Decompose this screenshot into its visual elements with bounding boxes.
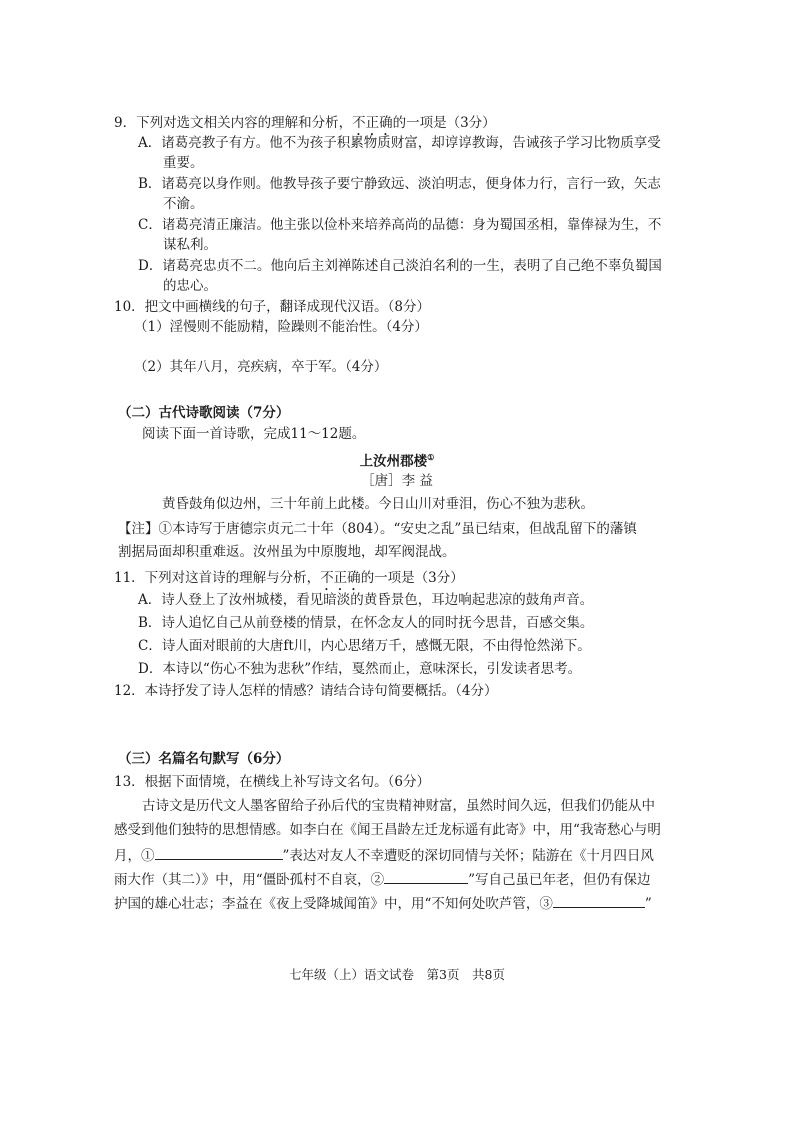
q11-stem: 11．下列对这首诗的理解与分析，不正确的一项是（3分） (114, 570, 464, 586)
q11-option-d: D．本诗以“伤心不独为悲秋”作结，戛然而止，意味深长，引发读者思考。 (138, 661, 582, 677)
q9-option-b-line2: 不渝。 (163, 196, 204, 212)
q13-passage-line5: 护国的雄心壮志；李益在《夜上受降城闻笛》中，用“不知何处吹芦管，③ ” (114, 893, 652, 913)
q9-stem: 9．下列对选文相关内容的理解和分析，不正确的一项是（3分） (114, 115, 496, 131)
q11-option-b: B．诗人追忆自己从前登楼的情景，在怀念友人的同时抚今思昔，百感交集。 (138, 615, 594, 631)
answer-blank-3[interactable] (553, 893, 645, 908)
q9-option-d-line2: 的忠心。 (163, 278, 217, 294)
q13-passage-line4: 雨大作（其二）》中，用“僵卧孤村不自哀，② ”写自己虽已年老，但仍有保边 (114, 869, 651, 889)
q13-passage-line1: 古诗文是历代文人墨客留给子孙后代的宝贵精神财富，虽然时间久远，但我们仍能从中 (142, 798, 655, 814)
q9-option-a-line2: 重要。 (163, 155, 204, 171)
q9-option-c-line2: 谋私利。 (163, 237, 217, 253)
q12-stem: 12．本诗抒发了诗人怎样的情感？请结合诗句简要概括。（4分） (114, 683, 498, 699)
poem-note-line2: 割据局面却积重难返。汝州虽为中原腹地，却军阀混战。 (118, 544, 456, 560)
q10-stem: 10．把文中画横线的句子，翻译成现代汉语。（8分） (114, 299, 431, 315)
q9-option-a-line1: A．诸葛亮教子有方。他不为孩子积累物质财富，却谆谆教诲，告诫孩子学习比物质享受 (138, 135, 661, 151)
section-2-heading: （二）古代诗歌阅读（7分） (118, 405, 290, 421)
q10-sentence-2: （2）其年八月，亮疾病，卒于军。（4分） (134, 359, 388, 375)
q9-option-d-line1: D．诸葛亮忠贞不二。他向后主刘禅陈述自己淡泊名利的一生，表明了自己绝不辜负蜀国 (138, 258, 662, 274)
q10-sentence-1: （1）淫慢则不能励精，险躁则不能治性。（4分） (134, 319, 428, 335)
poem-author: ［唐］李 益 (361, 473, 433, 489)
q11-option-c: C．诗人面对眼前的大唐ft川，内心思绪万千，感慨无限，不由得怆然涕下。 (138, 638, 591, 654)
answer-blank-2[interactable] (384, 869, 468, 884)
poem-text: 黄昏鼓角似边州，三十年前上此楼。今日山川对垂泪，伤心不独为悲秋。 (162, 496, 594, 512)
poem-title: 上汝州郡楼① (359, 452, 435, 470)
section-2-intro: 阅读下面一首诗歌，完成11～12题。 (142, 426, 366, 442)
q13-passage-line3: 月，① ”表达对友人不幸遭贬的深切同情与关怀；陆游在《十月四日风 (114, 845, 654, 865)
q11-option-a: A．诗人登上了汝州城楼，看见暗淡的黄昏景色，耳边响起悲凉的鼓角声音。 (138, 592, 594, 608)
q13-passage-line2: 感受到他们独特的思想情感。如李白在《闻王昌龄左迁龙标遥有此寄》中，用“我寄愁心与明 (114, 822, 661, 838)
section-3-heading: （三）名篇名句默写（6分） (118, 751, 290, 767)
page-footer: 七年级（上）语文试卷 第3页 共8页 (289, 967, 505, 982)
q9-option-c-line1: C．诸葛亮清正廉洁。他主张以俭朴来培养高尚的品德：身为蜀国丞相，靠俸禄为生，不 (138, 217, 662, 233)
poem-note-mark: ① (427, 452, 435, 462)
poem-note-line1: 【注】①本诗写于唐德宗贞元二十年（804）。“安史之乱”虽已结束，但战乱留下的藩镇 (118, 521, 637, 537)
answer-blank-1[interactable] (155, 845, 283, 860)
q13-stem: 13．根据下面情境，在横线上补写诗文名句。（6分） (114, 774, 431, 790)
q9-option-b-line1: B．诸葛亮以身作则。他教导孩子要宁静致远、淡泊明志，便身体力行，言行一致，矢志 (138, 176, 661, 192)
